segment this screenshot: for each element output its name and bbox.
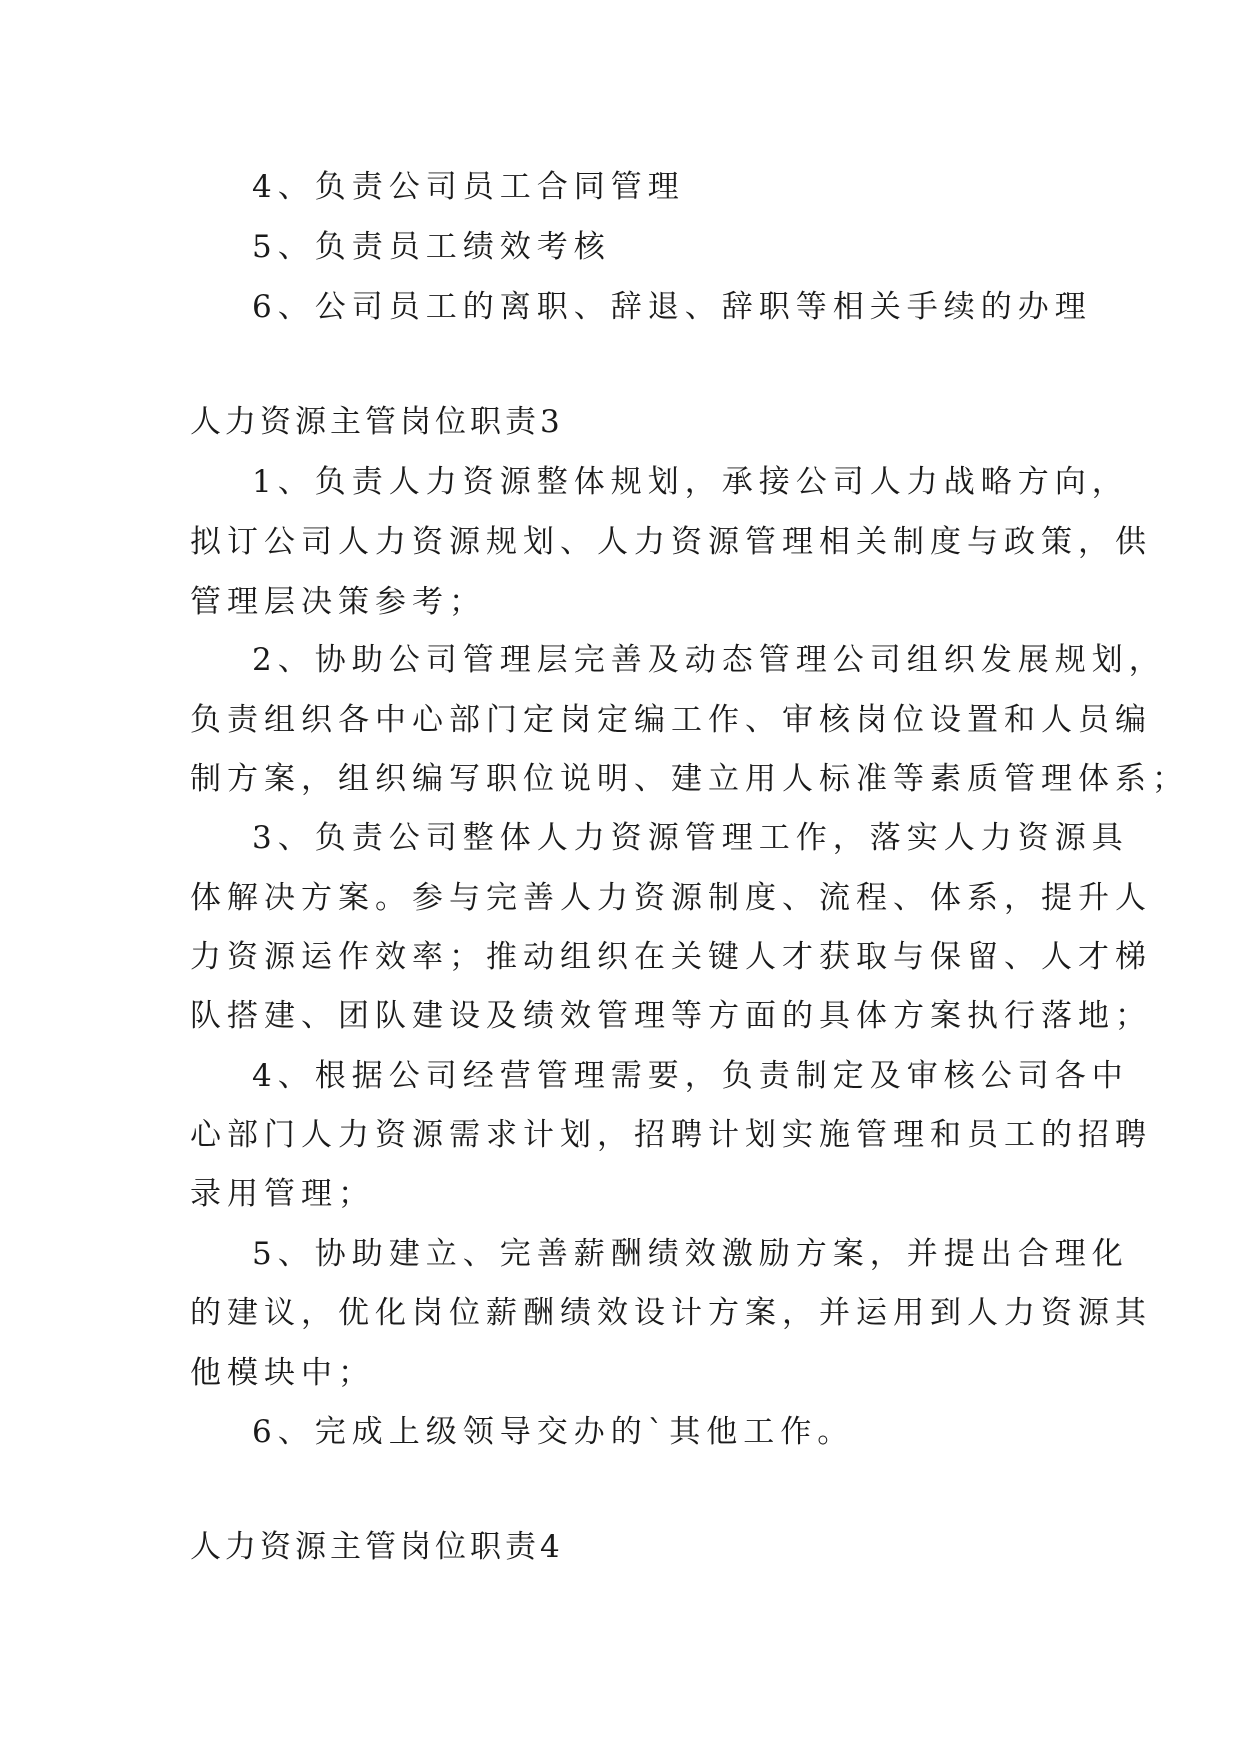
list-item: 6、公司员工的离职、辞退、辞职等相关手续的办理 <box>252 289 1092 325</box>
paragraph-line: 体解决方案。参与完善人力资源制度、流程、体系，提升人 <box>190 880 1152 916</box>
section-heading: 人力资源主管岗位职责3 <box>190 404 564 440</box>
section-heading: 人力资源主管岗位职责4 <box>190 1529 564 1565</box>
paragraph-line: 1、负责人力资源整体规划，承接公司人力战略方向， <box>252 464 1129 500</box>
paragraph-line: 5、协助建立、完善薪酬绩效激励方案，并提出合理化 <box>252 1236 1129 1272</box>
paragraph-line: 拟订公司人力资源规划、人力资源管理相关制度与政策，供 <box>190 524 1152 560</box>
paragraph-line: 力资源运作效率；推动组织在关键人才获取与保留、人才梯 <box>190 939 1152 975</box>
paragraph-line: 负责组织各中心部门定岗定编工作、审核岗位设置和人员编 <box>190 702 1152 738</box>
paragraph-line: 他模块中； <box>190 1355 375 1391</box>
list-item: 4、负责公司员工合同管理 <box>252 169 685 205</box>
paragraph-line: 的建议，优化岗位薪酬绩效设计方案，并运用到人力资源其 <box>190 1295 1152 1331</box>
paragraph-line: 4、根据公司经营管理需要，负责制定及审核公司各中 <box>252 1058 1129 1094</box>
paragraph-line: 队搭建、团队建设及绩效管理等方面的具体方案执行落地； <box>190 998 1152 1034</box>
paragraph-line: 心部门人力资源需求计划，招聘计划实施管理和员工的招聘 <box>190 1117 1152 1153</box>
list-item: 5、负责员工绩效考核 <box>252 229 611 265</box>
paragraph-line: 录用管理； <box>190 1176 375 1212</box>
paragraph-line: 管理层决策参考； <box>190 584 486 620</box>
paragraph-line: 3、负责公司整体人力资源管理工作，落实人力资源具 <box>252 820 1129 856</box>
paragraph-line: 2、协助公司管理层完善及动态管理公司组织发展规划， <box>252 642 1166 678</box>
paragraph-line: 6、完成上级领导交办的`其他工作。 <box>252 1414 855 1450</box>
paragraph-line: 制方案，组织编写职位说明、建立用人标准等素质管理体系； <box>190 761 1189 797</box>
